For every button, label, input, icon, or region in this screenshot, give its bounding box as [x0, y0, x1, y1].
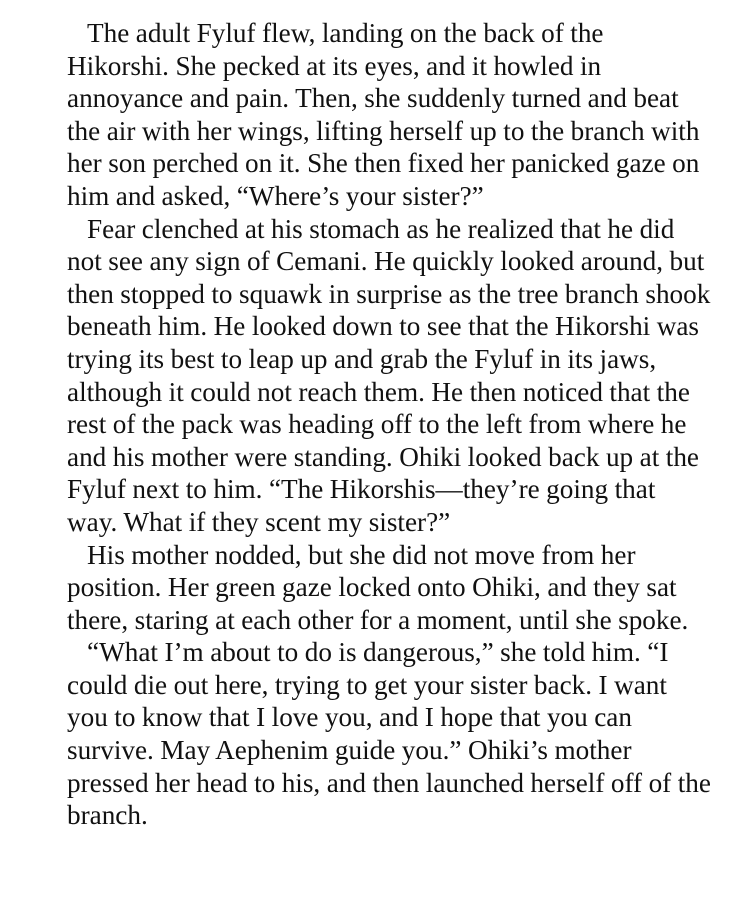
paragraph-1: The adult Fyluf flew, landing on the back of the Hikorshi. She pecked at its eyes, and it howled in annoyance and pain. Then, she suddenly turned and beat the air with her wings, lifting herself up to the branch with her son perched on it. She then fixed her panicked gaze on him and asked, “Where’s your sister?”: [67, 18, 700, 211]
paragraph-2: Fear clenched at his stomach as he realized that he did not see any sign of Cemani. He quickly looked around, but then stopped to squawk in surprise as the tree branch shook beneath him. He looked down to see that the Hikorshi was trying its best to leap up and grab the Fyluf in its jaws, although it could not reach them. He then noticed that the rest of the pack was heading off to the left from where he and his mother were standing. Ohiki looked back up at the Fyluf next to him. “The Hikorshis—they’re going that way. What if they scent my sister?”: [67, 213, 711, 537]
paragraph-3: His mother nodded, but she did not move from her position. Her green gaze locked onto Ohiki, and they sat there, staring at each other for a moment, until she spoke.: [67, 539, 689, 635]
paragraph-4: “What I’m about to do is dangerous,” she told him. “I could die out here, trying to get your sister back. I want you to know that I love you, and I hope that you can survive. May Aephenim guide you.” Ohiki’s mother pressed her head to his, and then launched herself off of the branch.: [67, 637, 711, 831]
